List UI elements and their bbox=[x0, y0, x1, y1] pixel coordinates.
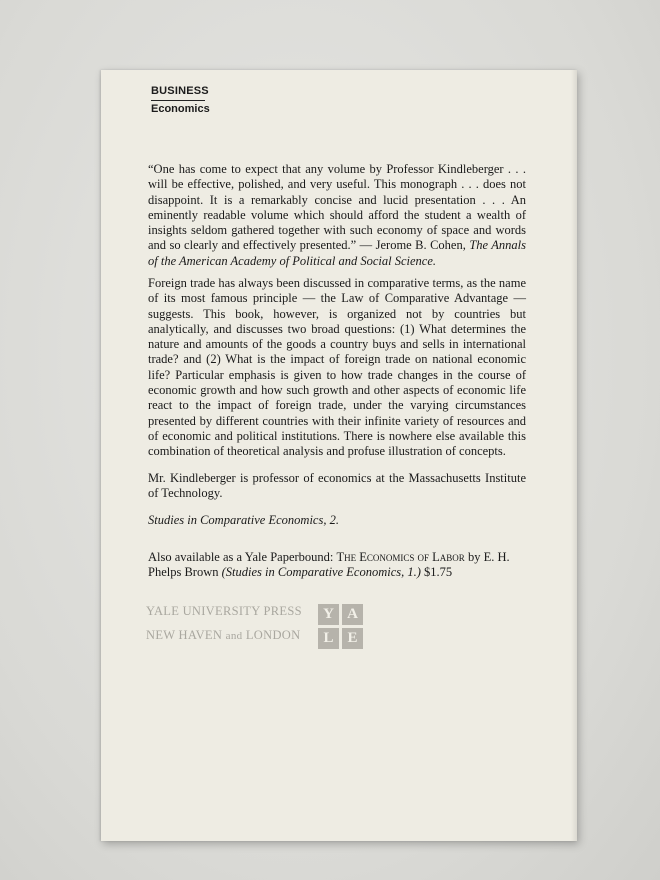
publisher-and: and bbox=[225, 630, 243, 642]
logo-letter-l: L bbox=[318, 628, 339, 649]
logo-letter-y: Y bbox=[318, 604, 339, 625]
publisher-city-2: LONDON bbox=[245, 628, 301, 642]
logo-letter-e: E bbox=[342, 628, 363, 649]
category-label bbox=[151, 84, 210, 118]
also-by: by E. H. Phelps Brown bbox=[148, 550, 510, 580]
publisher-imprint bbox=[146, 599, 302, 648]
also-price: $1.75 bbox=[424, 565, 453, 580]
review-quote bbox=[148, 162, 526, 269]
also-title: The Economics of Labor bbox=[336, 550, 465, 564]
series-line: Studies in Comparative Economics, 2. bbox=[148, 513, 339, 527]
book-back-cover bbox=[101, 70, 577, 841]
category-rule bbox=[151, 100, 205, 101]
logo-letter-a: A bbox=[342, 604, 363, 625]
yale-logo bbox=[318, 604, 364, 650]
category-main: BUSINESS bbox=[151, 85, 209, 97]
publisher-city-1: NEW HAVEN bbox=[146, 628, 223, 642]
publisher-cities bbox=[146, 623, 302, 648]
book-description: Foreign trade has always been discussed in comparative terms, as the name of its most famous principle — the Law of Comparative Advantage — suggests. This book, however, is organized not by countries but analytically, and discusses two broad questions: (1) What determines the nature and amounts of the goods a country buys and sells in international trade? and (2) What is the impact of foreign trade on national economic life? Particular emphasis is given to how trade changes in the course of economic growth and how such growth and other aspects of economic life react to the impact of foreign trade, under the varying circumstances presented by different countries with their infinite variety of resources and of economic and political institutions. There is nowhere else available this combination of theoretical analysis and profuse illustration of concepts. bbox=[148, 276, 526, 459]
publisher-name: YALE UNIVERSITY PRESS bbox=[146, 604, 302, 618]
author-note: Mr. Kindleberger is professor of economics at the Massachusetts Institute of Technology. bbox=[148, 471, 526, 501]
quote-source: The Annals of the American Academy of Political and Social Science. bbox=[148, 238, 527, 268]
also-series: (Studies in Comparative Economics, 1.) bbox=[221, 565, 421, 580]
quote-text: “One has come to expect that any volume by Professor Kindleberger . . . will be effective, polished, and very useful. This monograph . . . does not disappoint. It is a remarkably concise and lucid presentation . . . An eminently readable volume which should afford the student a wealth of insights seldom gathered together with such economy of space and words and so clearly and effectively presented.” — Jerome B. Cohen, bbox=[148, 162, 526, 253]
also-available bbox=[148, 550, 526, 581]
category-sub: Economics bbox=[151, 103, 210, 116]
also-prefix: Also available as a Yale Paperbound: bbox=[148, 550, 334, 564]
